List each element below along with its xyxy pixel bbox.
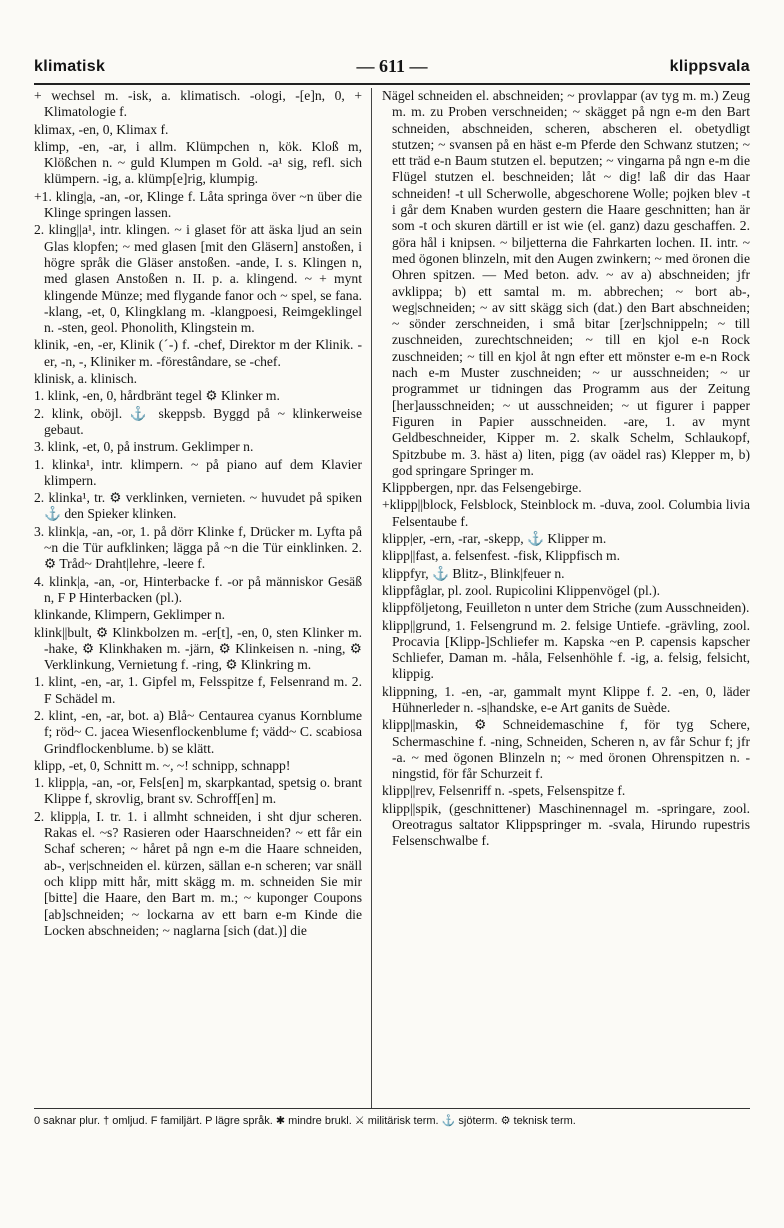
- header-right-word: klippsvala: [669, 58, 750, 75]
- dictionary-entry: Klippbergen, npr. das Felsengebirge.: [382, 480, 582, 496]
- header-left-word: klimatisk: [34, 58, 106, 75]
- dictionary-entry: klimp, -en, -ar, i allm. Klümpchen n, kök. Kloß m, Klößchen n. ~ guld Klumpen m Gold. -a¹ sig, refl. sich klümpern. -ig, a. klümp[e]rig, klumpig.: [34, 138, 362, 187]
- dictionary-entry: 3. klink|a, -an, -or, 1. på dörr Klinke f, Drücker m. Lyfta på ~n die Tür aufklinken; lägga på ~n die Tür einklinken. 2. ⚙ Tråd~ Draht|lehre, -leere f.: [34, 523, 362, 572]
- dictionary-entry: +1. kling|a, -an, -or, Klinge f. Låta springa över ~n über die Klinge springen lassen.: [34, 188, 362, 221]
- dictionary-entry: klinik, -en, -er, Klinik (ˊ-) f. -chef, Direktor m der Klinik. -er, -n, -, Kliniker m. -förestândare, se -chef.: [34, 337, 362, 369]
- dictionary-entry: klipp||grund, 1. Felsengrund m. 2. felsige Untiefe. -grävling, zool. Procavia [Klipp-]Schliefer m. Kapska ~en P. capensis kapscher Schliefer, Daman m. -håla, Felsenhöhle f. -ig, a. felsig, felsicht, klippig.: [382, 617, 750, 682]
- dictionary-entry: klipp||maskin, ⚙ Schneidemaschine f, för tyg Schere, Schermaschine f. -ning, Schneiden, Scheren n, av får Schur f; jfr -a. ~ med ögonen Blinzeln n; ~ med öronen Ohrenspitzen n. -ningstid, för får Schurzeit f.: [382, 717, 750, 782]
- dictionary-entry: klinkande, Klimpern, Geklimper n.: [34, 607, 226, 623]
- dictionary-entry: 1. klipp|a, -an, -or, Fels[en] m, skarpkantad, spetsig o. brant Klippe f, skrovlig, brant sv. Schroff[en] m.: [34, 775, 362, 807]
- dictionary-entry: 2. klinka¹, tr. ⚙ verklinken, vernieten. ~ huvudet på spiken ⚓ den Spieker klinken.: [34, 490, 362, 522]
- dictionary-entry: 2. kling||a¹, intr. klingen. ~ i glaset för att äska ljud an sein Glas klopfen; ~ med glasen [mit den Gläsern] anstoßen, i högre språk die Gläser anstoßen. -ande, I. s. Klingen n, med glasen Anstoßen n. II. p. a. klingend. ~ + mynt klingende Münze; med flygande fanor och ~ spel, se fana. -klang, -et, 0, Klingklang m. -klangpoesi, Reimgeklingel n. -sten, geol. Phonolith, Klingstein m.: [34, 222, 362, 336]
- dictionary-entry: 4. klink|a, -an, -or, Hinterbacke f. -or på människor Gesäß n, F P Hinterbacken (pl.).: [34, 573, 362, 605]
- page-header: [34, 52, 750, 82]
- dictionary-entry: 2. klint, -en, -ar, bot. a) Blå~ Centaurea cyanus Kornblume f; röd~ C. jacea Wiesenflockenblume f; vädd~ C. scabiosa Grindflockenblume. b) se klätt.: [34, 707, 362, 756]
- dictionary-entry: +klipp||block, Felsblock, Steinblock m. -duva, zool. Columbia livia Felsentaube f.: [382, 497, 750, 529]
- page-number: — 611 —: [356, 56, 428, 76]
- column-divider: [371, 88, 372, 1108]
- dictionary-entry: klinisk, a. klinisch.: [34, 371, 138, 387]
- dictionary-entry: klipp||fast, a. felsenfest. -fisk, Klippfisch m.: [382, 548, 620, 564]
- dictionary-entry: 1. klint, -en, -ar, 1. Gipfel m, Felsspitze f, Felsenrand m. 2. F Schädel m.: [34, 674, 362, 706]
- dictionary-entry: klippfyr, ⚓ Blitz-, Blink|feuer n.: [382, 565, 565, 581]
- dictionary-entry: 1. klink, -en, 0, hårdbränt tegel ⚙ Klinker m.: [34, 388, 280, 404]
- right-column: [382, 88, 750, 1108]
- dictionary-entry: klipp, -et, 0, Schnitt m. ~, ~! schnipp, schnapp!: [34, 757, 291, 773]
- dictionary-entry: klippföljetong, Feuilleton n unter dem Striche (zum Ausschneiden).: [382, 600, 750, 616]
- dictionary-entry: klimax, -en, 0, Klimax f.: [34, 121, 169, 137]
- left-column: [34, 88, 362, 1108]
- dictionary-entry: 3. klink, -et, 0, på instrum. Geklimper n.: [34, 439, 254, 455]
- dictionary-entry: 2. klipp|a, I. tr. 1. i allmht schneiden, i sht djur scheren. Rakas el. ~s? Rasieren oder Haarschneiden? ~ ett får ein Schaf scheren; ~ håret på ngn e-m die Haare schneiden, ab-, ver|schneiden el. kürzen, sällan e-n scheren; var snäll och klipp mitt hår, mitt skägg m. m. schneiden Sie mir [bitte] die Haare, den Bart m. m.; ~ kuponger Coupons [ab]schneiden; ~ lockarna av ett barn e-m Kinde die Locken abschneiden; ~ naglarna [sich (dat.)] die: [34, 808, 362, 938]
- footer-rule: [34, 1108, 750, 1109]
- abbreviation-legend: 0 saknar plur. † omljud. F familjärt. P lägre språk. ✱ mindre brukl. ⚔ militärisk term. ⚓ sjöterm. ⚙ teknisk term.: [34, 1115, 576, 1127]
- dictionary-entry: klink||bult, ⚙ Klinkbolzen m. -er[t], -en, 0, sten Klinker m. -hake, ⚙ Klinkhaken m. -järn, ⚙ Klinkeisen n. -ning, ⚙ Verklinkung, Vernietung f. -ring, ⚙ Klinkring m.: [34, 624, 362, 673]
- dictionary-entry: klipp|er, -ern, -rar, -skepp, ⚓ Klipper m.: [382, 531, 607, 547]
- header-rule: [34, 83, 750, 85]
- dictionary-entry: klippfåglar, pl. zool. Rupicolini Klippenvögel (pl.).: [382, 582, 661, 598]
- dictionary-entry: + wechsel m. -isk, a. klimatisch. -ologi, -[e]n, 0, + Klimatologie f.: [34, 88, 362, 120]
- dictionary-entry: 2. klink, oböjl. ⚓ skeppsb. Byggd på ~ klinkerweise gebaut.: [34, 405, 362, 437]
- dictionary-entry: klipp||spik, (geschnittener) Maschinennagel m. -springare, zool. Oreotragus saltator Klippspringer m. -svala, Hirundo rupestris Felsenschwalbe f.: [382, 800, 750, 849]
- dictionary-entry: klippning, 1. -en, -ar, gammalt mynt Klippe f. 2. -en, 0, läder Hühnerleder n. -s|handske, e-e Art ganits de Suède.: [382, 683, 750, 715]
- dictionary-entry: 1. klinka¹, intr. klimpern. ~ på piano auf dem Klavier klimpern.: [34, 456, 362, 488]
- dictionary-entry: klipp||rev, Felsenriff n. -spets, Felsenspitze f.: [382, 783, 626, 799]
- dictionary-entry: Nägel schneiden el. abschneiden; ~ provlappar (av tyg m. m.) Zeug m. m. zu Proben verschneiden; ~ skägget på ngn e-m den Bart schneiden, abschneiden, scheren, abscheren el. obetydligt stutzen; ~ svansen på en häst e-m Pferde den Schwanz stutzen; ~ ett träd e-n Baum stutzen el. beputzen; ~ vingarna på ngn e-m die Flügel stutzen el. beschneiden; låt ~ dig! laß dir das Haar schneiden! -t ull Scherwolle, abgeschorene Wolle; pojken blev -t i går dem Knaben wurden gestern die Haare geschnitten; han är som -t och skuren därtill er ist wie (el. ganz) dazu geschaffen. 2. göra hål i knipsen. ~ biljetterna die Fahrkarten lochen. II. intr. ~ med ögonen blinzeln, mit den Augen zwinkern; ~ med öronen die Ohren spitzen. — Med beton. adv. ~ av a) abschneiden; jfr avklippa; b) ett samtal m. m. abbrechen; ~ bort ab-, weg|schneiden; ~ av sitt skägg sich (dat.) den Bart abschneiden; ~ sönder zerschneiden, i små bitar [zer]schnippeln; ~ till zuschneiden, zurechtschneiden; ~ till en kjol e-n Rock zuschneiden; ~ till en kjol åt ngn efter ett mönster e-m e-n Rock nach e-m Muster zuschneiden; ~ ur ausschneiden; ~ ur programmet ur tidningen das Programm aus der Zeitung [her]ausschneiden; ~ ut ausschneiden; ~ ut figurer i papper Figuren in Papier ausschneiden. -are, 1. av mynt Geldbeschneider, Kipper m. 2. skalk Schelm, Schlaukopf, Spitzbube m. 3. häst a) liten, pigg (av oädel ras) Klepper m, b) god springare Springer m.: [382, 88, 750, 478]
